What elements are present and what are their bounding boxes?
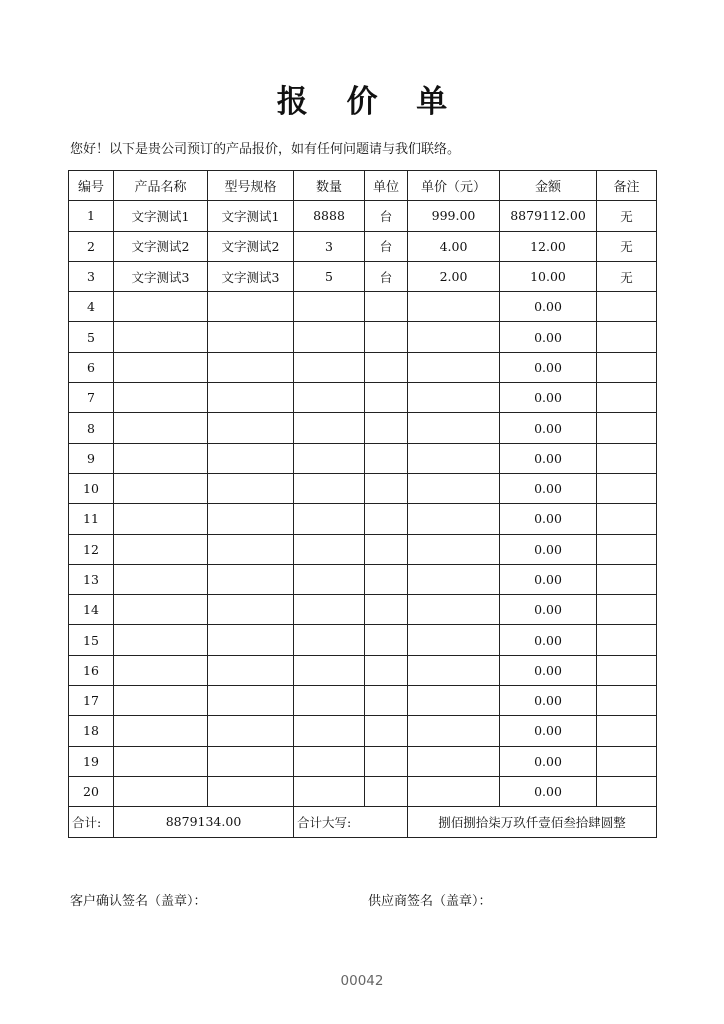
cell-amount: 0.00 — [500, 716, 597, 746]
cell-model-spec — [208, 443, 294, 473]
cell-quantity — [294, 746, 365, 776]
cell-quantity — [294, 383, 365, 413]
cell-amount: 0.00 — [500, 655, 597, 685]
cell-number: 13 — [69, 564, 114, 594]
cell-number: 2 — [69, 231, 114, 261]
cell-model-spec — [208, 746, 294, 776]
supplier-signature-label: 供应商签名（盖章）： — [368, 894, 492, 909]
cell-quantity — [294, 504, 365, 534]
total-upper-value: 捌佰捌拾柒万玖仟壹佰叁拾肆圆整 — [408, 807, 657, 837]
cell-remarks — [597, 413, 657, 443]
cell-amount: 0.00 — [500, 413, 597, 443]
cell-amount: 0.00 — [500, 776, 597, 806]
cell-unit-price — [408, 292, 500, 322]
table-row — [69, 534, 657, 564]
cell-unit — [365, 564, 408, 594]
cell-model-spec — [208, 292, 294, 322]
cell-remarks — [597, 746, 657, 776]
cell-model-spec — [208, 595, 294, 625]
table-row — [69, 625, 657, 655]
cell-amount: 0.00 — [500, 352, 597, 382]
cell-remarks: 无 — [597, 261, 657, 291]
cell-product-name — [114, 322, 208, 352]
cell-unit-price — [408, 564, 500, 594]
cell-number: 6 — [69, 352, 114, 382]
cell-number: 20 — [69, 776, 114, 806]
cell-unit — [365, 383, 408, 413]
cell-unit — [365, 504, 408, 534]
col-header-number: 编号 — [69, 171, 114, 201]
cell-number: 14 — [69, 595, 114, 625]
cell-number: 17 — [69, 686, 114, 716]
cell-remarks — [597, 625, 657, 655]
cell-unit — [365, 655, 408, 685]
cell-quantity — [294, 716, 365, 746]
col-header-quantity: 数量 — [294, 171, 365, 201]
cell-number: 10 — [69, 473, 114, 503]
cell-unit — [365, 352, 408, 382]
cell-unit-price — [408, 413, 500, 443]
cell-number: 19 — [69, 746, 114, 776]
table-row — [69, 504, 657, 534]
col-header-model-spec: 型号规格 — [208, 171, 294, 201]
cell-number: 3 — [69, 261, 114, 291]
cell-unit-price — [408, 383, 500, 413]
cell-product-name — [114, 534, 208, 564]
cell-number: 16 — [69, 655, 114, 685]
cell-quantity: 8888 — [294, 201, 365, 231]
cell-number: 5 — [69, 322, 114, 352]
table-row — [69, 443, 657, 473]
cell-quantity — [294, 776, 365, 806]
cell-amount: 0.00 — [500, 383, 597, 413]
total-row — [69, 807, 657, 837]
cell-product-name: 文字测试2 — [114, 231, 208, 261]
cell-unit-price: 2.00 — [408, 261, 500, 291]
cell-unit — [365, 443, 408, 473]
cell-unit: 台 — [365, 201, 408, 231]
cell-remarks — [597, 534, 657, 564]
cell-number: 1 — [69, 201, 114, 231]
cell-amount: 0.00 — [500, 322, 597, 352]
cell-product-name — [114, 595, 208, 625]
cell-remarks — [597, 322, 657, 352]
cell-unit-price — [408, 443, 500, 473]
table-row — [69, 322, 657, 352]
cell-model-spec: 文字测试2 — [208, 231, 294, 261]
cell-unit — [365, 473, 408, 503]
total-label: 合计: — [69, 807, 114, 837]
customer-signature-label: 客户确认签名（盖章）： — [70, 894, 207, 909]
cell-unit: 台 — [365, 261, 408, 291]
cell-model-spec — [208, 534, 294, 564]
cell-model-spec — [208, 564, 294, 594]
cell-quantity — [294, 292, 365, 322]
col-header-product-name: 产品名称 — [114, 171, 208, 201]
cell-model-spec — [208, 322, 294, 352]
cell-amount: 0.00 — [500, 746, 597, 776]
page-number: 00042 — [340, 973, 384, 989]
table-row — [69, 352, 657, 382]
cell-quantity — [294, 564, 365, 594]
cell-unit-price — [408, 473, 500, 503]
cell-model-spec — [208, 473, 294, 503]
cell-unit — [365, 322, 408, 352]
cell-product-name — [114, 413, 208, 443]
table-row — [69, 686, 657, 716]
cell-product-name — [114, 776, 208, 806]
cell-unit — [365, 746, 408, 776]
cell-unit-price — [408, 625, 500, 655]
cell-quantity — [294, 686, 365, 716]
cell-product-name — [114, 655, 208, 685]
cell-unit-price — [408, 504, 500, 534]
cell-unit-price — [408, 716, 500, 746]
cell-remarks: 无 — [597, 231, 657, 261]
cell-number: 7 — [69, 383, 114, 413]
cell-product-name — [114, 292, 208, 322]
cell-product-name — [114, 352, 208, 382]
cell-amount: 0.00 — [500, 504, 597, 534]
cell-remarks — [597, 655, 657, 685]
cell-unit-price — [408, 352, 500, 382]
cell-quantity — [294, 473, 365, 503]
cell-number: 15 — [69, 625, 114, 655]
cell-number: 8 — [69, 413, 114, 443]
table-row — [69, 473, 657, 503]
col-header-unit: 单位 — [365, 171, 408, 201]
cell-model-spec — [208, 504, 294, 534]
cell-unit — [365, 534, 408, 564]
cell-quantity — [294, 322, 365, 352]
cell-remarks — [597, 473, 657, 503]
cell-number: 9 — [69, 443, 114, 473]
table-row — [69, 231, 657, 261]
cell-amount: 0.00 — [500, 292, 597, 322]
col-header-remarks: 备注 — [597, 171, 657, 201]
cell-unit — [365, 625, 408, 655]
cell-quantity — [294, 443, 365, 473]
cell-remarks — [597, 352, 657, 382]
cell-model-spec: 文字测试3 — [208, 261, 294, 291]
cell-unit-price — [408, 746, 500, 776]
cell-quantity: 5 — [294, 261, 365, 291]
table-row — [69, 413, 657, 443]
cell-quantity — [294, 534, 365, 564]
table-row — [69, 564, 657, 594]
cell-remarks — [597, 716, 657, 746]
cell-model-spec — [208, 686, 294, 716]
cell-amount: 0.00 — [500, 625, 597, 655]
cell-product-name — [114, 383, 208, 413]
cell-unit — [365, 686, 408, 716]
cell-product-name — [114, 473, 208, 503]
page-title: 报 价 单 — [276, 84, 462, 120]
cell-number: 18 — [69, 716, 114, 746]
cell-product-name — [114, 686, 208, 716]
cell-number: 12 — [69, 534, 114, 564]
cell-unit-price — [408, 655, 500, 685]
cell-remarks — [597, 564, 657, 594]
cell-unit — [365, 595, 408, 625]
cell-number: 4 — [69, 292, 114, 322]
cell-remarks: 无 — [597, 201, 657, 231]
cell-unit: 台 — [365, 231, 408, 261]
cell-number: 11 — [69, 504, 114, 534]
cell-model-spec — [208, 655, 294, 685]
table-row — [69, 776, 657, 806]
cell-amount: 8879112.00 — [500, 201, 597, 231]
cell-quantity — [294, 625, 365, 655]
table-row — [69, 201, 657, 231]
cell-model-spec — [208, 716, 294, 746]
cell-product-name: 文字测试3 — [114, 261, 208, 291]
cell-unit — [365, 776, 408, 806]
cell-model-spec — [208, 625, 294, 655]
cell-unit-price — [408, 534, 500, 564]
cell-amount: 0.00 — [500, 534, 597, 564]
table-row — [69, 595, 657, 625]
cell-unit-price — [408, 322, 500, 352]
cell-remarks — [597, 776, 657, 806]
cell-remarks — [597, 292, 657, 322]
table-row — [69, 383, 657, 413]
cell-unit-price — [408, 686, 500, 716]
cell-unit-price: 4.00 — [408, 231, 500, 261]
cell-product-name — [114, 504, 208, 534]
table-row — [69, 261, 657, 291]
cell-unit-price — [408, 595, 500, 625]
cell-remarks — [597, 595, 657, 625]
cell-unit — [365, 413, 408, 443]
quotation-table — [68, 170, 657, 838]
cell-model-spec — [208, 383, 294, 413]
total-upper-label: 合计大写: — [294, 807, 408, 837]
greeting-text: 您好！以下是贵公司预订的产品报价，如有任何问题请与我们联络。 — [70, 142, 461, 157]
table-row — [69, 292, 657, 322]
cell-amount: 0.00 — [500, 473, 597, 503]
table-header-row — [69, 171, 657, 201]
cell-amount: 10.00 — [500, 261, 597, 291]
cell-unit-price: 999.00 — [408, 201, 500, 231]
cell-unit — [365, 292, 408, 322]
cell-product-name — [114, 443, 208, 473]
col-header-amount: 金额 — [500, 171, 597, 201]
cell-remarks — [597, 686, 657, 716]
cell-quantity — [294, 352, 365, 382]
table-row — [69, 746, 657, 776]
cell-amount: 0.00 — [500, 595, 597, 625]
col-header-unit-price: 单价（元） — [408, 171, 500, 201]
cell-amount: 0.00 — [500, 443, 597, 473]
cell-remarks — [597, 443, 657, 473]
cell-product-name — [114, 564, 208, 594]
cell-product-name — [114, 716, 208, 746]
cell-product-name — [114, 625, 208, 655]
cell-model-spec — [208, 352, 294, 382]
table-row — [69, 716, 657, 746]
cell-remarks — [597, 383, 657, 413]
cell-model-spec: 文字测试1 — [208, 201, 294, 231]
cell-quantity — [294, 655, 365, 685]
cell-amount: 0.00 — [500, 564, 597, 594]
cell-amount: 12.00 — [500, 231, 597, 261]
cell-unit — [365, 716, 408, 746]
cell-unit-price — [408, 776, 500, 806]
table-row — [69, 655, 657, 685]
cell-model-spec — [208, 776, 294, 806]
cell-model-spec — [208, 413, 294, 443]
total-value: 8879134.00 — [114, 807, 294, 837]
cell-quantity — [294, 595, 365, 625]
cell-quantity — [294, 413, 365, 443]
cell-quantity: 3 — [294, 231, 365, 261]
cell-amount: 0.00 — [500, 686, 597, 716]
cell-product-name — [114, 746, 208, 776]
cell-product-name: 文字测试1 — [114, 201, 208, 231]
cell-remarks — [597, 504, 657, 534]
